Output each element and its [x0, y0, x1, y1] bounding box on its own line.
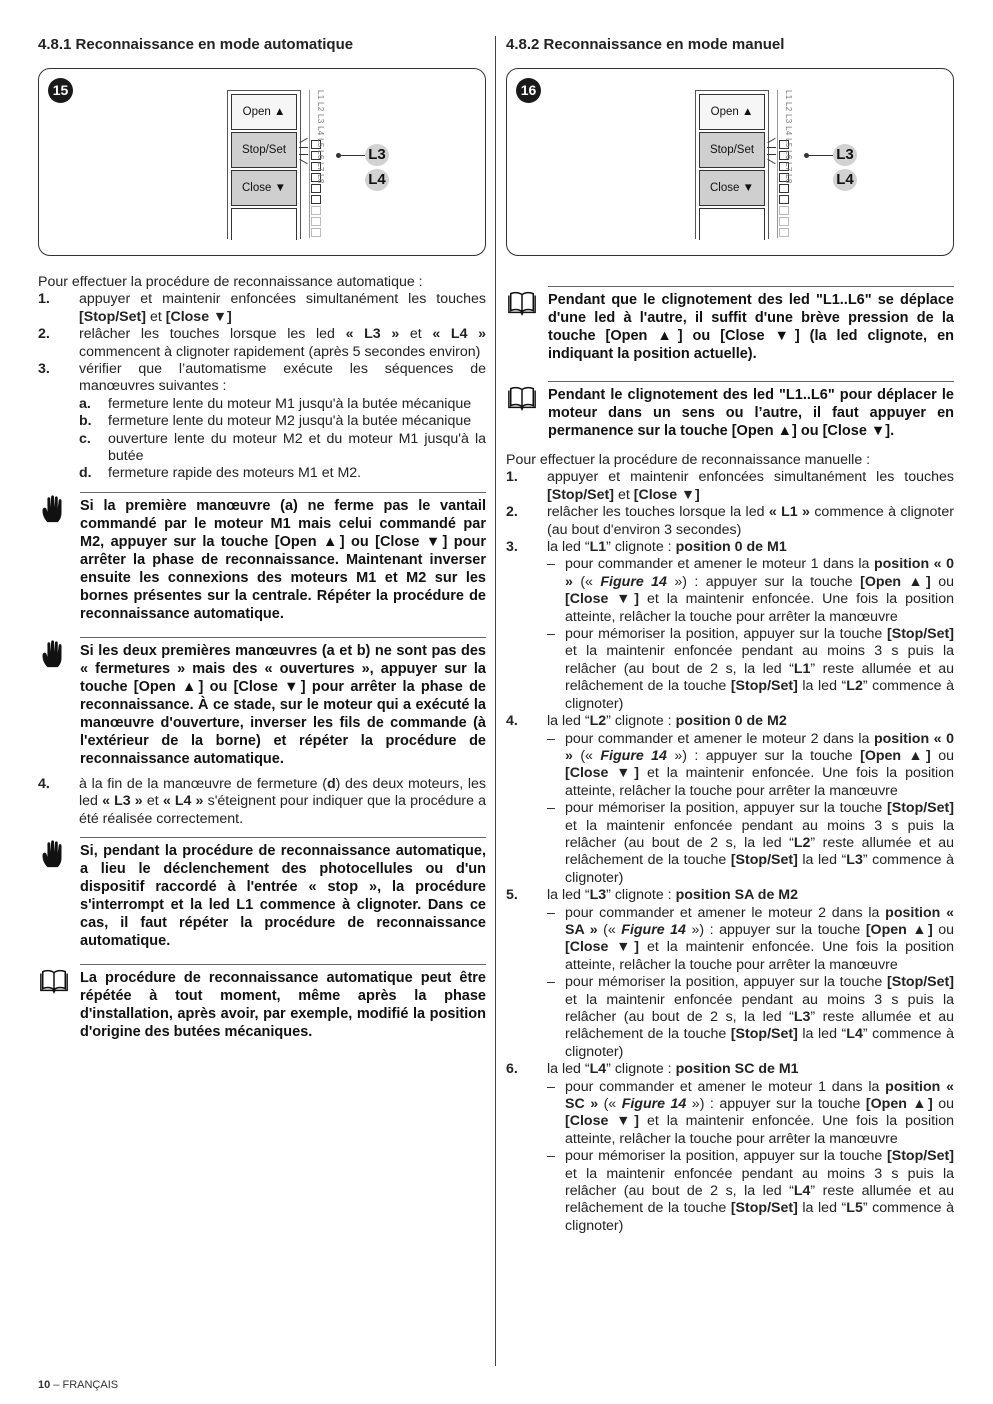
page-number: 10 [38, 1379, 51, 1391]
warning-text: Si les deux premières manœuvres (a et b) ne sont pas des « fermetures » mais des « ouvertures », appuyer sur la touche [Open ▲] ou [Close ▼] pour arrêter la phase de reconnaissance. À ce stade, sur le moteur qui a exécuté la manœuvre d'ouverture, inverser les fils de commande (à l'extérieur de la borne) et répéter la procédure de reconnaissance automatique. [80, 637, 486, 768]
sub-step [79, 431, 486, 466]
led-label: L2 [846, 678, 863, 695]
close-button-illustration: Close ▼ [699, 170, 765, 206]
stopset-button-illustration: Stop/Set [699, 132, 765, 168]
sub-letter: b. [79, 413, 92, 430]
key-label: [Stop/Set] [547, 486, 614, 503]
led-callout-l4: L4 [833, 169, 857, 191]
step-number: 2. [38, 326, 50, 343]
led-indicator [311, 228, 321, 237]
led-label: L3 [793, 1009, 811, 1025]
step-4 [506, 713, 954, 887]
key-label: [Open ▲] [860, 573, 931, 590]
dash-item [547, 556, 954, 626]
column-divider [495, 36, 496, 1366]
footer-separator: – [50, 1379, 63, 1391]
step-3 [506, 539, 954, 713]
step-4 [38, 776, 486, 828]
led-callout-l3: L3 [833, 144, 857, 166]
sub-letter: c. [79, 430, 91, 447]
led-label: « L3 » [345, 326, 400, 343]
step-2 [38, 326, 486, 361]
key-label: [Close ▼] [565, 765, 640, 782]
step-text: ) des deux moteurs, les led [79, 775, 486, 810]
step-6 [506, 1061, 954, 1235]
section-heading-auto: 4.8.1 Reconnaissance en mode automatique [38, 36, 354, 53]
dash-mark: – [547, 730, 555, 747]
blank-button-illustration [699, 208, 765, 240]
sub-letter-ref: d [326, 775, 336, 792]
sub-letter: d. [79, 465, 92, 482]
led-label: L5 [846, 1200, 863, 1217]
dash-text: la led “ [797, 678, 847, 695]
dash-text: la led “ [797, 1026, 847, 1043]
key-label: [Open ▲] [865, 921, 933, 938]
dash-mark: – [547, 974, 555, 991]
dash-item [547, 905, 954, 975]
figure-number-badge: 15 [48, 78, 73, 103]
dash-text: ou [932, 921, 955, 938]
led-indicator [779, 184, 789, 193]
dash-text: ») : appuyer sur la touche [686, 1096, 866, 1113]
key-label: [Close ▼] [565, 1113, 640, 1130]
led-label: « L4 » [162, 793, 204, 810]
dash-text: et la maintenir enfoncée pendant au moins 3 s puis la relâcher (au bout de 2 s, la led “ [565, 643, 954, 677]
dash-text: et la maintenir enfoncée pendant au moins 3 s puis la relâcher (au bout de 2 s, la led “ [565, 817, 954, 851]
dash-text: (« [572, 573, 601, 590]
key-label: [Open ▲] [865, 1096, 933, 1113]
dash-item [547, 1148, 954, 1235]
led-label: L4 [846, 1026, 863, 1043]
warning-note-3 [38, 837, 486, 950]
key-label: [Stop/Set] [887, 800, 954, 817]
key-label: [Stop/Set] [887, 1148, 954, 1165]
sub-text: fermeture rapide des moteurs M1 et M2. [108, 465, 362, 482]
figure-reference: Figure 14 [621, 1096, 687, 1113]
key-label: [Close ▼] [165, 308, 232, 325]
dash-text: pour mémoriser la position, appuyer sur la touche [565, 800, 887, 817]
dash-text: et la maintenir enfoncée. Une fois la position atteinte, relâcher la touche pour arrêter la manœuvre [565, 765, 954, 799]
position-label: position 0 de M2 [675, 713, 787, 730]
step-text: et [146, 308, 166, 325]
key-label: [Stop/Set] [730, 852, 798, 869]
step-text: et [399, 326, 433, 343]
dash-text: ” commence à clignoter) [565, 678, 955, 712]
key-label: [Stop/Set] [887, 626, 954, 643]
dash-text: et la maintenir enfoncée pendant au moins 3 s puis la relâcher (au bout de 2 s, la led “ [565, 1165, 954, 1200]
key-label: [Stop/Set] [730, 1200, 798, 1217]
step-text: appuyer et maintenir enfoncées simultanément les touches [79, 291, 486, 308]
dash-text: et la maintenir enfoncée. Une fois la position atteinte, relâcher la touche pour arrêter la manœuvre [565, 591, 954, 625]
dash-text: pour mémoriser la position, appuyer sur la touche [565, 974, 887, 991]
stopset-button-illustration: Stop/Set [231, 132, 297, 168]
step-1 [506, 469, 954, 504]
key-label: [Stop/Set] [887, 974, 954, 991]
open-button-illustration: Open ▲ [231, 94, 297, 130]
sub-step [79, 396, 486, 413]
section-heading-manual: 4.8.2 Reconnaissance en mode manuel [506, 36, 785, 53]
page-footer [38, 1377, 118, 1394]
led-indicator [311, 184, 321, 193]
warning-text: Si la première manœuvre (a) ne ferme pas le vantail commandé par le moteur M1 mais celui commandé par M2, appuyer sur la touche [Open ▲] ou [Close ▼] pour arrêter la phase de reconnaissance. Maintenant inverser ensuite les connexions des moteurs M1 et M2 sur les bornes présentes sur la centrale. Répéter la procédure de reconnaissance automatique. [80, 492, 486, 623]
dash-text: ou [930, 573, 954, 590]
open-button-illustration: Open ▲ [699, 94, 765, 130]
control-panel-illustration [695, 90, 769, 239]
led-label: L2 [589, 713, 607, 730]
led-indicator [311, 195, 321, 204]
dash-mark: – [547, 626, 555, 643]
key-label: [Close ▼] [565, 939, 640, 956]
led-label: L4 [589, 1061, 607, 1078]
info-note-1 [506, 286, 954, 363]
dash-item [547, 800, 954, 887]
led-indicator [311, 206, 321, 215]
dash-text: (« [597, 921, 622, 938]
figure-reference: Figure 14 [621, 921, 686, 938]
key-label: [Stop/Set] [730, 678, 798, 695]
key-label: [Close ▼] [565, 591, 640, 608]
step-text: relâcher les touches lorsque la led [547, 504, 769, 521]
info-text: Pendant que le clignotement des led "L1..L6" se déplace d'une led à l'autre, il suffit d'une brève pression de la touche [Open ▲] ou [Close ▼] (la led clignote, en indiquant la position actuelle). [548, 286, 954, 363]
dash-text: pour commander et amener le moteur 1 dans la [565, 556, 874, 573]
step-number: 4. [38, 775, 50, 792]
intro-text: Pour effectuer la procédure de reconnaissance automatique : [38, 274, 423, 290]
led-indicator [779, 217, 789, 226]
blank-button-illustration [231, 208, 297, 240]
sub-letter: a. [79, 395, 91, 412]
dash-text: ” reste allumée et au relâchement de la touche [565, 660, 954, 695]
step-text: vérifier que l’automatisme exécute les séquences de manœuvres suivantes : [79, 361, 486, 395]
led-label: « L3 » [102, 793, 143, 810]
step-5 [506, 887, 954, 1061]
dash-text: la led “ [797, 852, 847, 869]
blink-ray [767, 147, 776, 148]
step-2 [506, 504, 954, 539]
dash-text: ou [932, 1096, 954, 1113]
dash-mark: – [547, 556, 555, 573]
key-label: [Open ▲] [860, 747, 931, 764]
hand-warning-icon [38, 839, 70, 869]
dash-text: ” commence à clignoter) [565, 1026, 955, 1060]
step-text: commencent à clignoter rapidement (après 5 secondes environ) [79, 343, 481, 360]
step-text: la led “ [547, 539, 590, 556]
step-number: 4. [506, 713, 518, 730]
dash-text: ” commence à clignoter) [565, 1200, 955, 1234]
step-text: relâcher les touches lorsque les led [79, 326, 346, 343]
led-label: « L4 » [432, 326, 486, 343]
dash-text: (« [598, 1096, 622, 1113]
control-panel-illustration [227, 90, 301, 239]
book-note-icon [38, 966, 70, 996]
position-label: position « SC » [565, 1078, 954, 1113]
key-label: [Stop/Set] [730, 1026, 798, 1043]
step-text: et [142, 793, 163, 810]
dash-item [547, 626, 954, 713]
sub-step [79, 465, 486, 482]
dash-text: pour commander et amener le moteur 1 dans la [565, 1078, 886, 1095]
position-label: position « SA » [565, 904, 954, 938]
led-indicator [779, 228, 789, 237]
led-label: L1 [793, 660, 811, 677]
led-labels: L1 L2 L3 L4 L5 L6 L7 L8 [784, 90, 793, 184]
position-label: position « 0 » [565, 556, 954, 590]
dash-mark: – [547, 800, 555, 817]
dash-item [547, 974, 954, 1061]
key-label: [Close ▼] [633, 486, 700, 503]
step-text: ” clignote : [606, 887, 676, 904]
sub-step [79, 413, 486, 430]
warning-text: Si, pendant la procédure de reconnaissance automatique, a lieu le déclenchement des photocellules ou d'un dispositif raccordé à l'entrée « stop », la procédure s'interrompt et la led L1 commence à clignoter. Dans ce cas, il faut répéter la procédure de reconnaissance automatique. [80, 837, 486, 950]
blink-ray [299, 147, 308, 148]
led-label: L1 [589, 539, 607, 556]
led-callout-l3: L3 [365, 144, 389, 166]
hand-warning-icon [38, 494, 70, 524]
step-number: 3. [506, 539, 518, 556]
figure-15-box [38, 68, 486, 256]
book-note-icon [506, 288, 538, 318]
figure-16-box [506, 68, 954, 256]
dash-text: pour mémoriser la position, appuyer sur la touche [565, 626, 887, 643]
position-label: position SC de M1 [675, 1061, 799, 1078]
step-text: ” clignote : [606, 713, 676, 730]
step-1 [38, 291, 486, 326]
dash-text: ») : appuyer sur la touche [666, 747, 861, 764]
dash-text: ” reste allumée et au relâchement de la touche [565, 834, 954, 869]
led-label: L2 [793, 834, 811, 851]
led-indicator [311, 217, 321, 226]
step-text: ” clignote : [606, 1061, 676, 1078]
dash-text: et la maintenir enfoncée. Une fois la position atteinte, relâcher la touche pour arrêter la manœuvre [565, 939, 954, 973]
sub-text: ouverture lente du moteur M2 et du moteur M1 jusqu'à la butée [108, 430, 486, 465]
step-text: ” clignote : [606, 539, 676, 556]
step-text: commence à clignoter (au bout d'environ 3 secondes) [547, 504, 954, 538]
dash-text: ” reste allumée et au relâchement de la touche [565, 1009, 954, 1043]
dash-text: la led “ [797, 1200, 847, 1217]
info-text: La procédure de reconnaissance automatique peut être répétée à tout moment, même après la phase d'installation, après avoir, par exemple, modifié la position d'origine des butées mécaniques. [80, 964, 486, 1041]
led-label: L3 [846, 852, 863, 869]
book-note-icon [506, 383, 538, 413]
dash-text: et la maintenir enfoncée pendant au moins 3 s puis la relâcher (au bout de 2 s, la led “ [565, 991, 954, 1025]
sub-text: fermeture lente du moteur M1 jusqu'à la butée mécanique [108, 395, 472, 412]
footer-language: FRANÇAIS [62, 1379, 119, 1391]
dash-text: ” commence à clignoter) [565, 852, 955, 886]
dash-text: pour commander et amener le moteur 2 dans la [565, 730, 874, 747]
step-text: s'éteignent pour indiquer que la procédure a été réalisée correctement. [79, 793, 486, 827]
step-number: 6. [506, 1061, 518, 1078]
sub-text: fermeture lente du moteur M2 jusqu'à la butée mécanique [108, 413, 472, 430]
callout-line [807, 155, 833, 156]
right-column [506, 36, 954, 1235]
figure-number-badge: 16 [516, 78, 541, 103]
step-number: 5. [506, 887, 518, 904]
step-3 [38, 361, 486, 483]
dash-text: ») : appuyer sur la touche [666, 573, 861, 590]
dash-text: pour mémoriser la position, appuyer sur la touche [565, 1148, 887, 1165]
led-label: L4 [793, 1183, 811, 1200]
dash-mark: – [547, 1078, 555, 1095]
dash-text: (« [572, 747, 601, 764]
figure-reference: Figure 14 [600, 573, 667, 590]
led-label: « L1 » [768, 504, 810, 521]
dash-mark: – [547, 904, 555, 921]
position-label: position SA de M2 [675, 887, 798, 904]
left-column [38, 36, 486, 1041]
hand-warning-icon [38, 639, 70, 669]
step-text: à la fin de la manœuvre de fermeture ( [79, 775, 327, 792]
key-label: [Stop/Set] [79, 308, 146, 325]
info-note-4 [38, 964, 486, 1041]
dash-text: pour commander et amener le moteur 2 dans la [565, 904, 886, 921]
intro-text: Pour effectuer la procédure de reconnaissance manuelle : [506, 452, 871, 468]
step-number: 1. [38, 291, 50, 308]
led-indicator [779, 206, 789, 215]
blink-ray [767, 154, 776, 155]
step-number: 2. [506, 504, 518, 521]
dash-text: ” reste allumée et au relâchement de la touche [565, 1183, 954, 1217]
warning-note-2 [38, 637, 486, 768]
position-label: position « 0 » [565, 730, 954, 764]
dash-text: ») : appuyer sur la touche [685, 921, 866, 938]
dash-text: et la maintenir enfoncée. Une fois la position atteinte, relâcher la touche pour arrêter la manœuvre [565, 1113, 954, 1147]
dash-item [547, 1079, 954, 1149]
led-label: L3 [589, 887, 607, 904]
step-text: la led “ [547, 887, 590, 904]
led-indicator [779, 195, 789, 204]
step-text: la led “ [547, 713, 590, 730]
dash-item [547, 731, 954, 801]
led-callout-l4: L4 [365, 169, 389, 191]
warning-note-1 [38, 492, 486, 623]
step-text: et [614, 486, 634, 503]
info-text: Pendant le clignotement des led "L1..L6" pour déplacer le moteur dans un sens ou l’autre, il faut appuyer en permanence sur la touche [Open ▲] ou [Close ▼]. [548, 381, 954, 440]
callout-line [339, 155, 365, 156]
dash-text: ou [930, 747, 954, 764]
step-text: appuyer et maintenir enfoncées simultanément les touches [547, 469, 954, 486]
step-number: 3. [38, 361, 50, 378]
close-button-illustration: Close ▼ [231, 170, 297, 206]
dash-mark: – [547, 1148, 555, 1165]
step-text: la led “ [547, 1061, 590, 1078]
led-labels: L1 L2 L3 L4 L5 L6 L7 L8 [316, 90, 325, 184]
position-label: position 0 de M1 [675, 539, 787, 556]
info-note-2 [506, 381, 954, 440]
blink-ray [299, 154, 308, 155]
step-number: 1. [506, 469, 518, 486]
figure-reference: Figure 14 [600, 747, 667, 764]
